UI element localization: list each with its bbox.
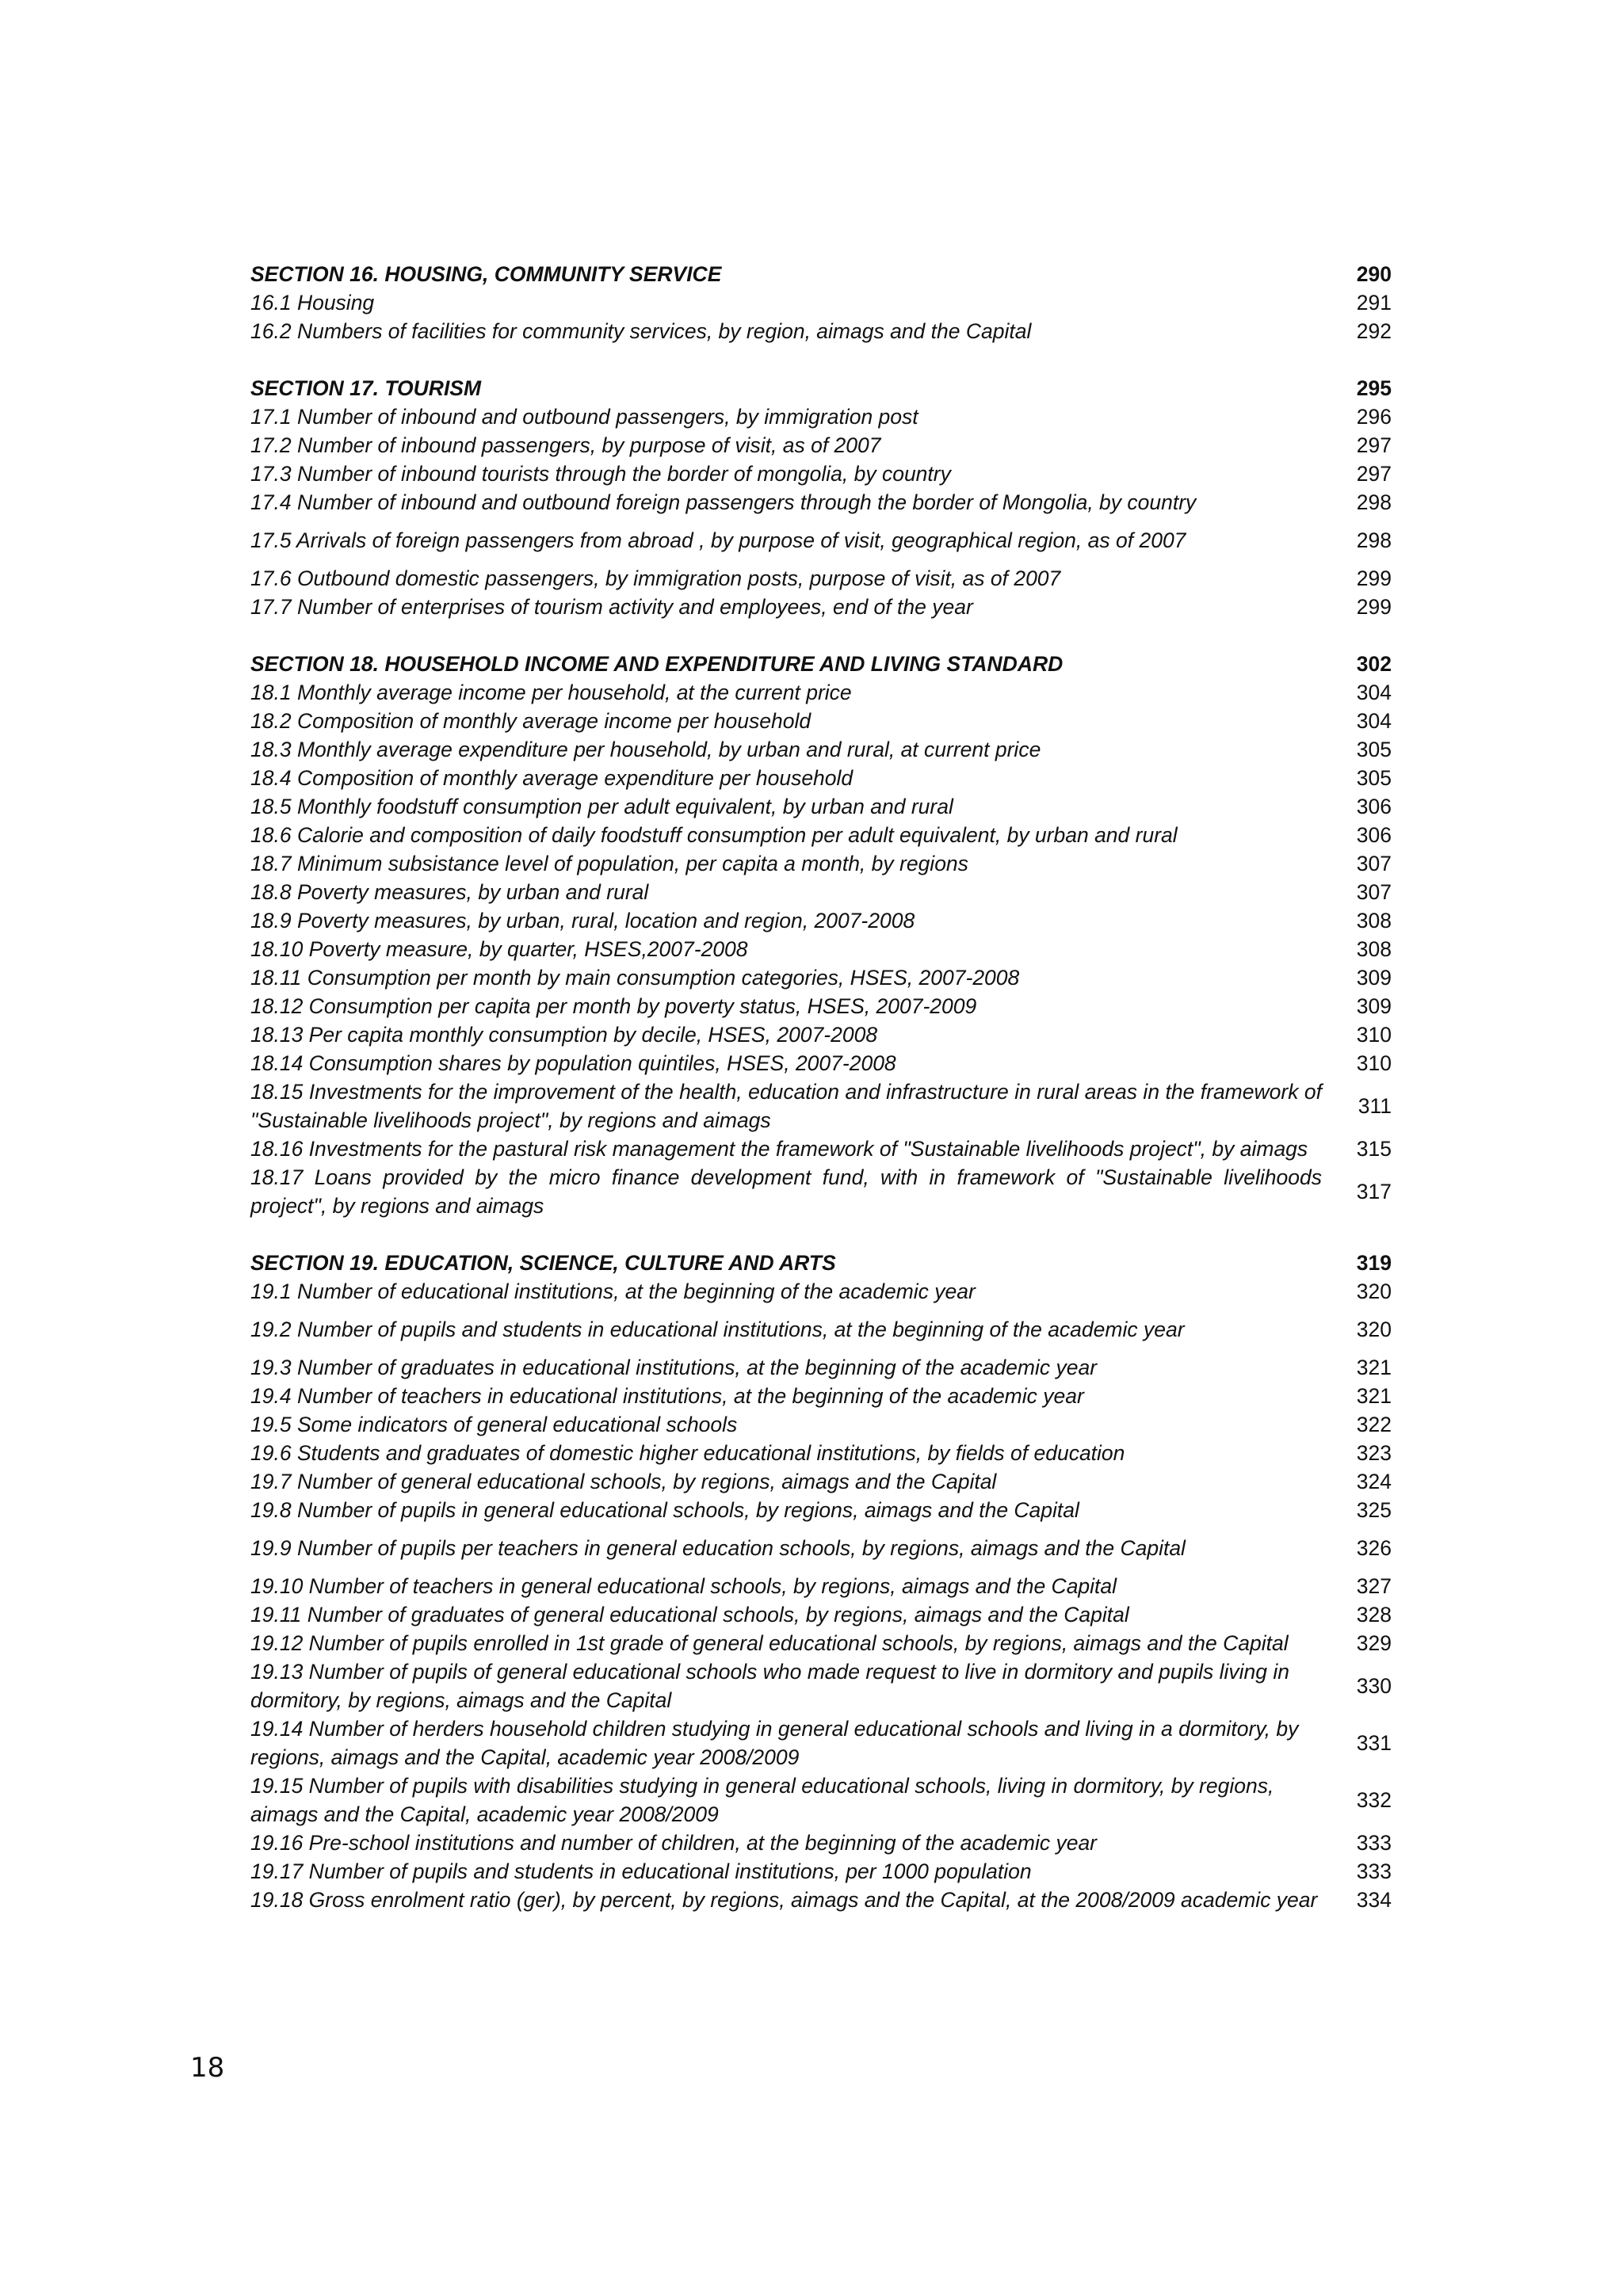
entry-page-number: 305 <box>1356 766 1392 790</box>
toc-entry <box>250 402 1392 431</box>
entry-title: 18.3 Monthly average expenditure per household, by urban and rural, at current price <box>250 738 1041 761</box>
entry-title: 18.15 Investments for the improvement of the health, education and infrastructure in rural areas in the framework of "Sustainable livelihoods project", by regions and aimags <box>250 1080 1322 1132</box>
toc-entry <box>250 1629 1392 1657</box>
section-title: SECTION 18. HOUSEHOLD INCOME AND EXPENDITURE AND LIVING STANDARD <box>250 652 1064 676</box>
entry-title: 18.14 Consumption shares by population quintiles, HSES, 2007-2008 <box>250 1051 896 1075</box>
toc-section-heading <box>250 650 1392 678</box>
section-title: SECTION 16. HOUSING, COMMUNITY SERVICE <box>250 262 722 286</box>
toc-entry <box>250 1657 1392 1714</box>
entry-title: 18.17 Loans provided by the micro finance development fund, with in framework of "Sustainable livelihoods project", by regions and aimags <box>250 1165 1322 1218</box>
entry-page-number: 296 <box>1356 405 1392 429</box>
entry-title: 17.3 Number of inbound tourists through the border of mongolia, by country <box>250 462 951 486</box>
entry-title: 18.10 Poverty measure, by quarter, HSES,2007-2008 <box>250 937 748 961</box>
entry-title: 19.2 Number of pupils and students in educational institutions, at the beginning of the academic year <box>250 1318 1185 1341</box>
entry-page-number: 328 <box>1356 1603 1392 1627</box>
entry-page-number: 333 <box>1356 1831 1392 1855</box>
toc-entry <box>250 906 1392 935</box>
section-title: SECTION 17. TOURISM <box>250 376 482 400</box>
entry-title: 19.3 Number of graduates in educational institutions, at the beginning of the academic year <box>250 1356 1098 1379</box>
entry-title: 16.2 Numbers of facilities for community services, by region, aimags and the Capital <box>250 319 1032 343</box>
entry-page-number: 298 <box>1356 528 1392 552</box>
entry-title: 19.10 Number of teachers in general educational schools, by regions, aimags and the Capital <box>250 1574 1117 1598</box>
entry-page-number: 297 <box>1356 433 1392 457</box>
toc-section-heading <box>250 374 1392 402</box>
toc-entry <box>250 1135 1392 1163</box>
entry-page-number: 308 <box>1356 937 1392 961</box>
entry-title: 19.14 Number of herders household children studying in general educational schools and living in a dormitory, by regions, aimags and the Capital, academic year 2008/2009 <box>250 1717 1299 1769</box>
entry-title: 19.18 Gross enrolment ratio (ger), by percent, by regions, aimags and the Capital, at the 2008/2009 academic year <box>250 1888 1318 1912</box>
entry-title: 19.15 Number of pupils with disabilities studying in general educational schools, living in dormitory, by regions, aimags and the Capital, academic year 2008/2009 <box>250 1774 1274 1826</box>
entry-page-number: 291 <box>1356 291 1392 315</box>
toc-entry <box>250 1277 1392 1310</box>
entry-page-number: 320 <box>1356 1280 1392 1303</box>
toc-entry <box>250 1077 1392 1135</box>
entry-title: 18.13 Per capita monthly consumption by decile, HSES, 2007-2008 <box>250 1023 878 1047</box>
entry-title: 19.16 Pre-school institutions and number of children, at the beginning of the academic year <box>250 1831 1098 1855</box>
entry-page-number: 321 <box>1356 1384 1392 1408</box>
toc-entry <box>250 792 1392 821</box>
toc-section-heading <box>250 1249 1392 1277</box>
entry-title: 18.16 Investments for the pastural risk management the framework of "Sustainable livelihoods project", by aimags <box>250 1137 1308 1161</box>
toc-entry <box>250 1529 1392 1567</box>
entry-page-number: 307 <box>1356 852 1392 875</box>
entry-title: 19.5 Some indicators of general educational schools <box>250 1413 738 1436</box>
entry-page-number: 330 <box>1356 1674 1392 1698</box>
entry-page-number: 329 <box>1356 1631 1392 1655</box>
entry-page-number: 321 <box>1356 1356 1392 1379</box>
toc-entry <box>250 821 1392 849</box>
entry-page-number: 299 <box>1356 595 1392 619</box>
entry-page-number: 324 <box>1356 1470 1392 1493</box>
entry-page-number: 295 <box>1356 376 1392 400</box>
toc-entry <box>250 1382 1392 1410</box>
toc-entry <box>250 1049 1392 1077</box>
page-number: 18 <box>190 2052 225 2084</box>
entry-page-number: 292 <box>1356 319 1392 343</box>
toc-entry <box>250 1857 1392 1886</box>
toc-entry <box>250 521 1392 559</box>
toc-entry <box>250 288 1392 317</box>
toc-entry <box>250 1439 1392 1467</box>
entry-title: 18.8 Poverty measures, by urban and rural <box>250 880 649 904</box>
toc-entry <box>250 764 1392 792</box>
section-title: SECTION 19. EDUCATION, SCIENCE, CULTURE AND ARTS <box>250 1251 836 1275</box>
entry-page-number: 332 <box>1356 1788 1392 1812</box>
entry-title: 19.8 Number of pupils in general educational schools, by regions, aimags and the Capital <box>250 1498 1079 1522</box>
toc-entry <box>250 1886 1392 1914</box>
toc-entry <box>250 1163 1392 1220</box>
entry-page-number: 319 <box>1356 1251 1392 1275</box>
entry-page-number: 290 <box>1356 262 1392 286</box>
entry-title: 18.2 Composition of monthly average income per household <box>250 709 812 733</box>
toc-entry <box>250 1348 1392 1382</box>
entry-page-number: 317 <box>1356 1180 1392 1203</box>
entry-title: 17.4 Number of inbound and outbound foreign passengers through the border of Mongolia, by country <box>250 490 1197 514</box>
entry-title: 19.9 Number of pupils per teachers in general education schools, by regions, aimags and the Capital <box>250 1536 1186 1560</box>
toc-entry <box>250 1467 1392 1496</box>
entry-page-number: 320 <box>1356 1318 1392 1341</box>
entry-page-number: 310 <box>1356 1051 1392 1075</box>
entry-title: 18.5 Monthly foodstuff consumption per adult equivalent, by urban and rural <box>250 795 953 818</box>
toc-entry <box>250 849 1392 878</box>
toc-entry <box>250 963 1392 992</box>
toc-entry <box>250 707 1392 735</box>
toc-entry <box>250 1496 1392 1529</box>
entry-page-number: 322 <box>1356 1413 1392 1436</box>
table-of-contents <box>250 260 1392 1914</box>
entry-page-number: 302 <box>1356 652 1392 676</box>
toc-entry <box>250 878 1392 906</box>
entry-title: 17.1 Number of inbound and outbound passengers, by immigration post <box>250 405 918 429</box>
entry-title: 19.6 Students and graduates of domestic higher educational institutions, by fields of education <box>250 1441 1125 1465</box>
entry-title: 16.1 Housing <box>250 291 375 315</box>
toc-entry <box>250 317 1392 345</box>
entry-title: 19.11 Number of graduates of general educational schools, by regions, aimags and the Capital <box>250 1603 1129 1627</box>
toc-entry <box>250 1567 1392 1600</box>
entry-title: 17.5 Arrivals of foreign passengers from abroad , by purpose of visit, geographical region, as of 2007 <box>250 528 1186 552</box>
toc-entry <box>250 1829 1392 1857</box>
toc-entry <box>250 593 1392 621</box>
toc-entry <box>250 1600 1392 1629</box>
toc-entry <box>250 431 1392 460</box>
entry-page-number: 306 <box>1356 795 1392 818</box>
entry-title: 17.2 Number of inbound passengers, by purpose of visit, as of 2007 <box>250 433 881 457</box>
toc-entry <box>250 678 1392 707</box>
entry-page-number: 326 <box>1356 1536 1392 1560</box>
entry-title: 18.6 Calorie and composition of daily foodstuff consumption per adult equivalent, by urban and rural <box>250 823 1178 847</box>
entry-title: 19.4 Number of teachers in educational institutions, at the beginning of the academic year <box>250 1384 1084 1408</box>
entry-page-number: 298 <box>1356 490 1392 514</box>
toc-section-heading <box>250 260 1392 288</box>
toc-entry <box>250 1714 1392 1772</box>
entry-page-number: 334 <box>1356 1888 1392 1912</box>
toc-entry <box>250 1310 1392 1348</box>
entry-page-number: 323 <box>1356 1441 1392 1465</box>
entry-title: 19.1 Number of educational institutions, at the beginning of the academic year <box>250 1280 976 1303</box>
entry-page-number: 306 <box>1356 823 1392 847</box>
entry-page-number: 311 <box>1358 1094 1392 1118</box>
entry-page-number: 333 <box>1356 1859 1392 1883</box>
toc-entry <box>250 1410 1392 1439</box>
entry-page-number: 327 <box>1356 1574 1392 1598</box>
entry-title: 17.6 Outbound domestic passengers, by immigration posts, purpose of visit, as of 2007 <box>250 566 1061 590</box>
entry-page-number: 304 <box>1356 681 1392 704</box>
entry-title: 17.7 Number of enterprises of tourism activity and employees, end of the year <box>250 595 973 619</box>
entry-page-number: 310 <box>1356 1023 1392 1047</box>
entry-page-number: 304 <box>1356 709 1392 733</box>
entry-title: 19.17 Number of pupils and students in educational institutions, per 1000 population <box>250 1859 1032 1883</box>
entry-title: 18.7 Minimum subsistance level of population, per capita a month, by regions <box>250 852 968 875</box>
toc-entry <box>250 935 1392 963</box>
entry-title: 18.11 Consumption per month by main consumption categories, HSES, 2007-2008 <box>250 966 1020 990</box>
entry-page-number: 309 <box>1356 966 1392 990</box>
toc-entry <box>250 1772 1392 1829</box>
toc-entry <box>250 735 1392 764</box>
entry-page-number: 297 <box>1356 462 1392 486</box>
entry-title: 18.4 Composition of monthly average expenditure per household <box>250 766 854 790</box>
entry-page-number: 308 <box>1356 909 1392 933</box>
entry-title: 19.7 Number of general educational schools, by regions, aimags and the Capital <box>250 1470 997 1493</box>
entry-title: 18.1 Monthly average income per household, at the current price <box>250 681 852 704</box>
entry-page-number: 325 <box>1356 1498 1392 1522</box>
entry-page-number: 299 <box>1356 566 1392 590</box>
entry-title: 19.13 Number of pupils of general educational schools who made request to live in dormitory and pupils living in dormitory, by regions, aimags and the Capital <box>250 1660 1290 1712</box>
entry-page-number: 315 <box>1356 1137 1392 1161</box>
toc-entry <box>250 488 1392 521</box>
toc-entry <box>250 460 1392 488</box>
entry-title: 18.12 Consumption per capita per month by poverty status, HSES, 2007-2009 <box>250 994 977 1018</box>
entry-title: 18.9 Poverty measures, by urban, rural, location and region, 2007-2008 <box>250 909 915 933</box>
entry-page-number: 305 <box>1356 738 1392 761</box>
entry-page-number: 307 <box>1356 880 1392 904</box>
toc-entry <box>250 992 1392 1020</box>
toc-entry <box>250 1020 1392 1049</box>
entry-page-number: 309 <box>1356 994 1392 1018</box>
toc-entry <box>250 559 1392 593</box>
entry-page-number: 331 <box>1356 1731 1392 1755</box>
entry-title: 19.12 Number of pupils enrolled in 1st grade of general educational schools, by regions, aimags and the Capital <box>250 1631 1289 1655</box>
